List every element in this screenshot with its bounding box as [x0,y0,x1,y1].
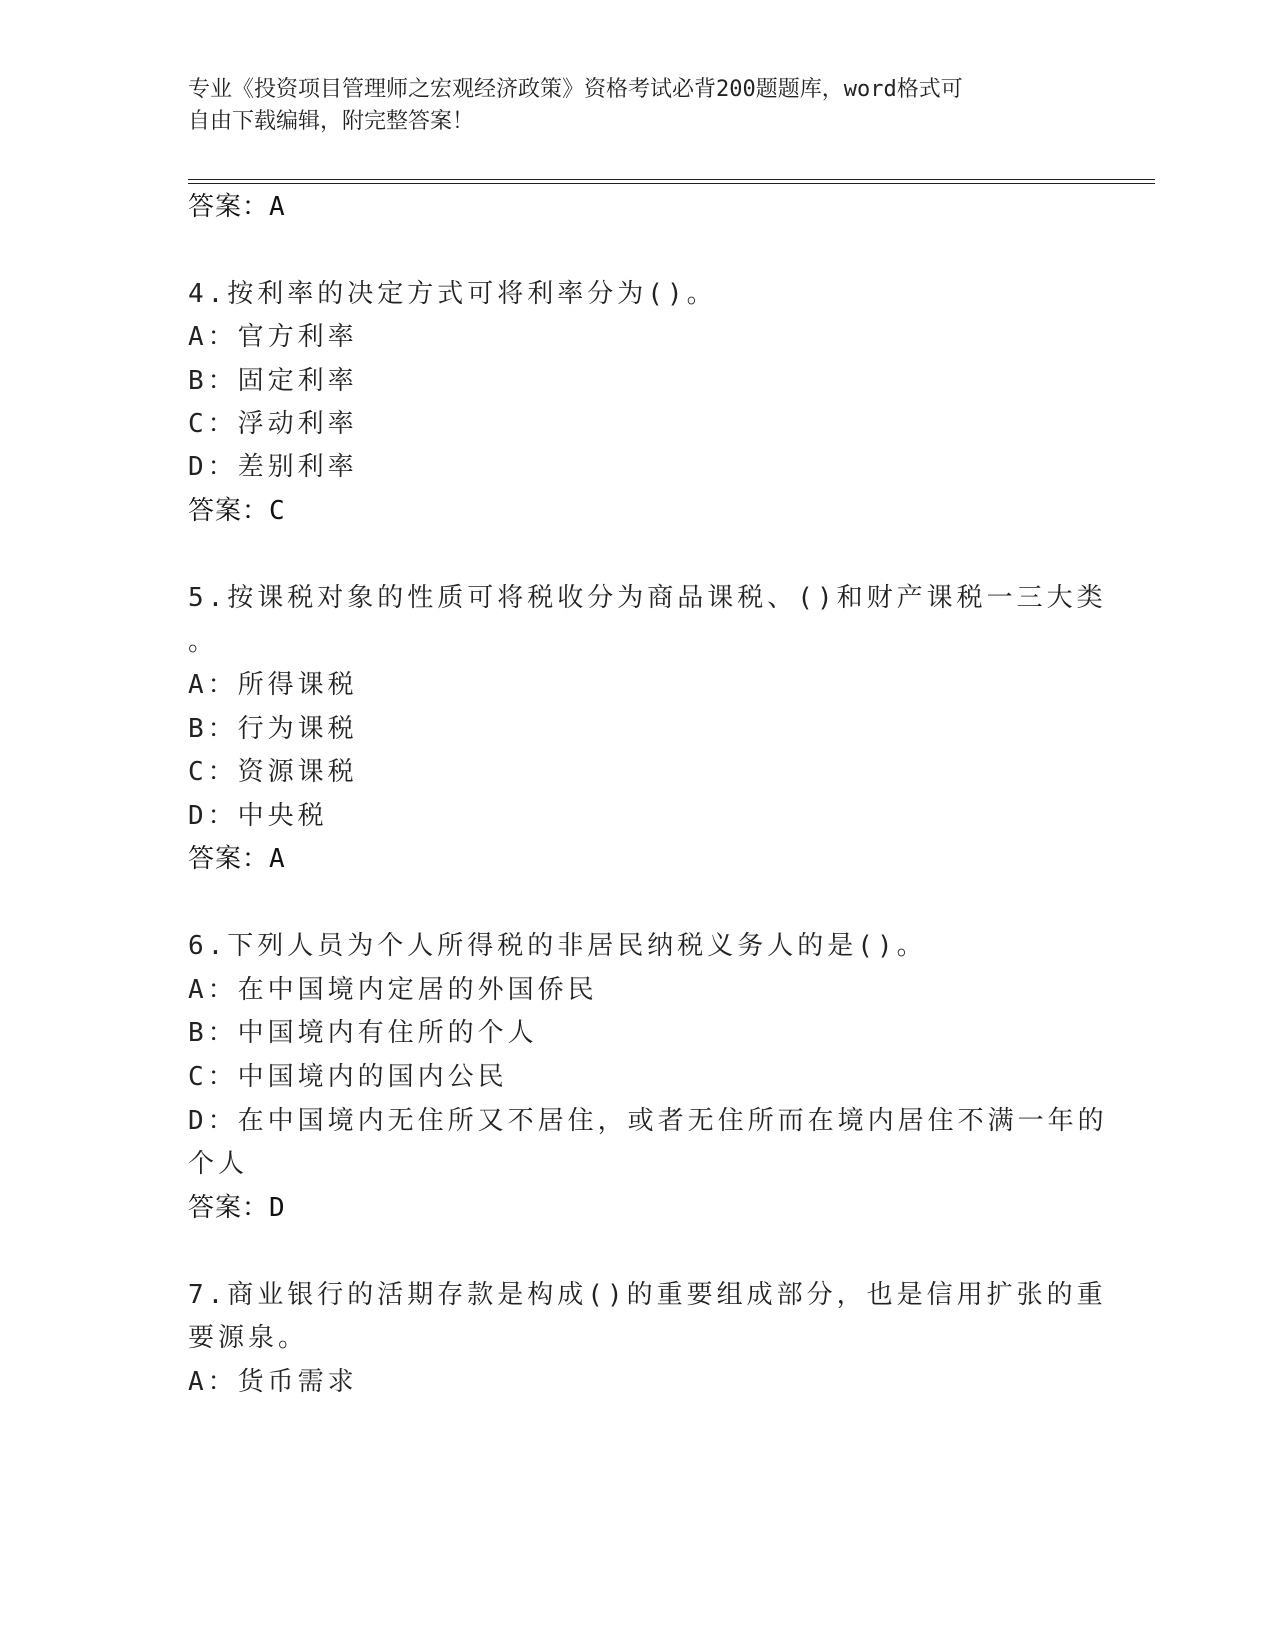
question-5-option-c: C：资源课税 [188,757,358,787]
question-4-stem: 4.按利率的决定方式可将利率分为()。 [188,279,717,309]
question-6-stem: 6.下列人员为个人所得税的非居民纳税义务人的是()。 [188,931,927,961]
header-rule-bottom [188,183,1155,184]
question-6-option-d-continued: 个人 [188,1149,249,1179]
answer-value: A [269,192,286,222]
answer-value: A [269,844,286,874]
question-6-option-b: B：中国境内有住所的个人 [188,1018,538,1048]
answer-line-top [188,186,286,223]
question-5-option-b: B：行为课税 [188,714,358,744]
question-4-option-a: A：官方利率 [188,322,358,352]
question-7-option-a: A：货币需求 [188,1367,358,1397]
question-7-stem-line-2: 要源泉。 [188,1323,309,1353]
question-7-stem-line-1: 7.商业银行的活期存款是构成()的重要组成部分，也是信用扩张的重 [188,1280,1107,1310]
question-5-option-d: D：中央税 [188,801,328,831]
question-4-answer [188,490,286,527]
question-6-answer [188,1187,286,1224]
question-5-answer [188,838,286,875]
question-6-option-c: C：中国境内的国内公民 [188,1062,508,1092]
answer-prefix: 答案： [188,496,270,526]
question-6-option-a: A：在中国境内定居的外国侨民 [188,975,598,1005]
answer-prefix: 答案： [188,844,270,874]
header-line-2: 自由下载编辑，附完整答案！ [188,109,475,134]
question-5-stem-line-2: 。 [188,627,219,657]
question-4-option-b: B：固定利率 [188,366,358,396]
document-header [188,74,1068,138]
question-6-option-d: D：在中国境内无住所又不居住，或者无住所而在境内居住不满一年的 [188,1106,1108,1136]
answer-prefix: 答案： [188,192,270,222]
question-4-option-c: C：浮动利率 [188,409,358,439]
header-line-1: 专业《投资项目管理师之宏观经济政策》资格考试必背200题题库，word格式可 [188,77,963,102]
question-5-stem-line-1: 5.按课税对象的性质可将税收分为商品课税、()和财产课税一三大类 [188,583,1107,613]
answer-prefix: 答案： [188,1193,270,1223]
question-4-option-d: D：差别利率 [188,452,358,482]
answer-value: D [269,1193,286,1223]
header-rule-top [188,179,1155,180]
answer-value: C [269,496,286,526]
question-5-option-a: A：所得课税 [188,670,358,700]
